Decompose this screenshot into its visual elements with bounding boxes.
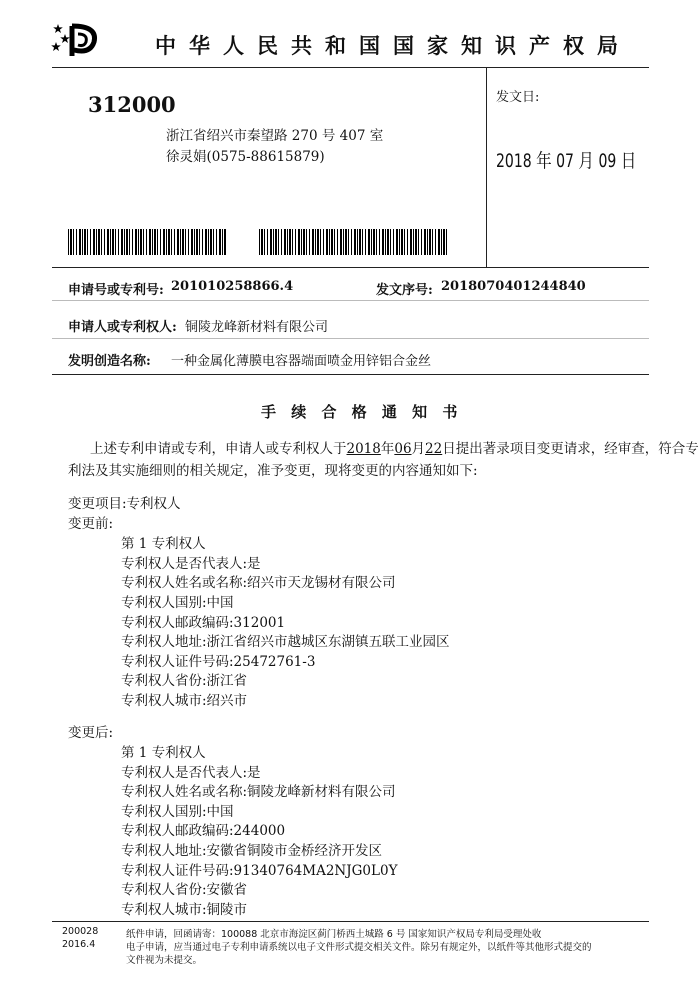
app-no-rule (52, 300, 649, 301)
list-item: 专利权人城市:绍兴市 (121, 693, 248, 709)
header-bottom-rule (52, 267, 649, 268)
notice-title: 手 续 合 格 通 知 书 (261, 403, 463, 421)
form-date: 2016.4 (62, 939, 96, 950)
year-unit: 年 (380, 441, 395, 457)
org-title: 中华人民共和国国家知识产权局 (155, 34, 631, 58)
list-item: 专利权人省份:浙江省 (121, 673, 248, 689)
list-item: 专利权人省份:安徽省 (121, 882, 248, 898)
dispatch-date-label: 发文日: (496, 90, 540, 105)
list-item: 专利权人是否代表人:是 (121, 556, 261, 572)
top-rule (52, 67, 649, 68)
applicant-rule (52, 338, 649, 339)
list-item: 专利权人地址:浙江省绍兴市越城区东湖镇五联工业园区 (121, 634, 450, 650)
app-no-label: 申请号或专利号: (68, 283, 164, 298)
form-code: 200028 (62, 926, 99, 937)
cnipa-logo (50, 20, 102, 60)
request-month: 06 (394, 441, 412, 457)
para-line1-b: 日提出著录项目变更请求，经审查，符合专 (442, 441, 699, 457)
list-item: 专利权人城市:铜陵市 (121, 902, 248, 918)
notice-paragraph-line1 (90, 437, 699, 457)
list-item: 专利权人证件号码:91340764MA2NJG0L0Y (121, 863, 398, 879)
list-item: 专利权人证件号码:25472761-3 (121, 654, 316, 670)
fields-bottom-rule (52, 374, 649, 375)
after-label: 变更后: (68, 725, 114, 741)
request-day: 22 (425, 441, 443, 457)
serial-label: 发文序号: (376, 283, 433, 298)
recipient-address: 浙江省绍兴市秦望路 270 号 407 室 (166, 128, 384, 144)
invention-value: 一种金属化薄膜电容器端面喷金用锌铝合金丝 (171, 354, 432, 369)
footer-rule (52, 921, 649, 922)
month-unit: 月 (411, 441, 426, 457)
barcode-right (259, 229, 449, 255)
footer-line1: 纸件申请，回函请寄：100088 北京市海淀区蓟门桥西土城路 6 号 国家知识产权局专利局受理处收 (126, 929, 542, 940)
applicant-label: 申请人或专利权人: (68, 320, 177, 335)
before-label: 变更前: (68, 516, 114, 532)
date-column-divider (486, 67, 487, 267)
notice-paragraph-line2: 利法及其实施细则的相关规定，准予变更，现将变更的内容通知如下: (68, 463, 478, 479)
list-item: 专利权人邮政编码:244000 (121, 823, 286, 839)
list-item: 专利权人国别:中国 (121, 595, 234, 611)
footer-line2: 电子申请，应当通过电子专利申请系统以电子文件形式提交相关文件。除另有规定外，以纸件等其他形式提交的 (126, 942, 592, 953)
list-item: 专利权人国别:中国 (121, 804, 234, 820)
barcode-left (68, 229, 227, 255)
footer-line3: 文件视为未提交。 (126, 955, 203, 966)
para-line1-a: 上述专利申请或专利，申请人或专利权人于 (90, 441, 347, 457)
recipient-contact: 徐灵娟(0575-88615879) (166, 149, 325, 165)
dispatch-date: 2018 年 07 月 09 日 (496, 150, 637, 172)
list-item: 第 1 专利权人 (121, 745, 206, 761)
list-item: 专利权人姓名或名称:铜陵龙峰新材料有限公司 (121, 784, 396, 800)
request-year: 2018 (346, 441, 381, 457)
app-no-value: 201010258866.4 (171, 279, 294, 294)
list-item: 专利权人地址:安徽省铜陵市金桥经济开发区 (121, 843, 383, 859)
postcode: 312000 (88, 92, 176, 117)
list-item: 专利权人姓名或名称:绍兴市天龙锡材有限公司 (121, 575, 396, 591)
applicant-value: 铜陵龙峰新材料有限公司 (185, 320, 329, 335)
invention-label: 发明创造名称: (68, 354, 151, 369)
list-item: 专利权人是否代表人:是 (121, 765, 261, 781)
serial-value: 2018070401244840 (441, 279, 586, 294)
change-item: 变更项目:专利权人 (68, 496, 181, 512)
list-item: 第 1 专利权人 (121, 536, 206, 552)
list-item: 专利权人邮政编码:312001 (121, 615, 286, 631)
